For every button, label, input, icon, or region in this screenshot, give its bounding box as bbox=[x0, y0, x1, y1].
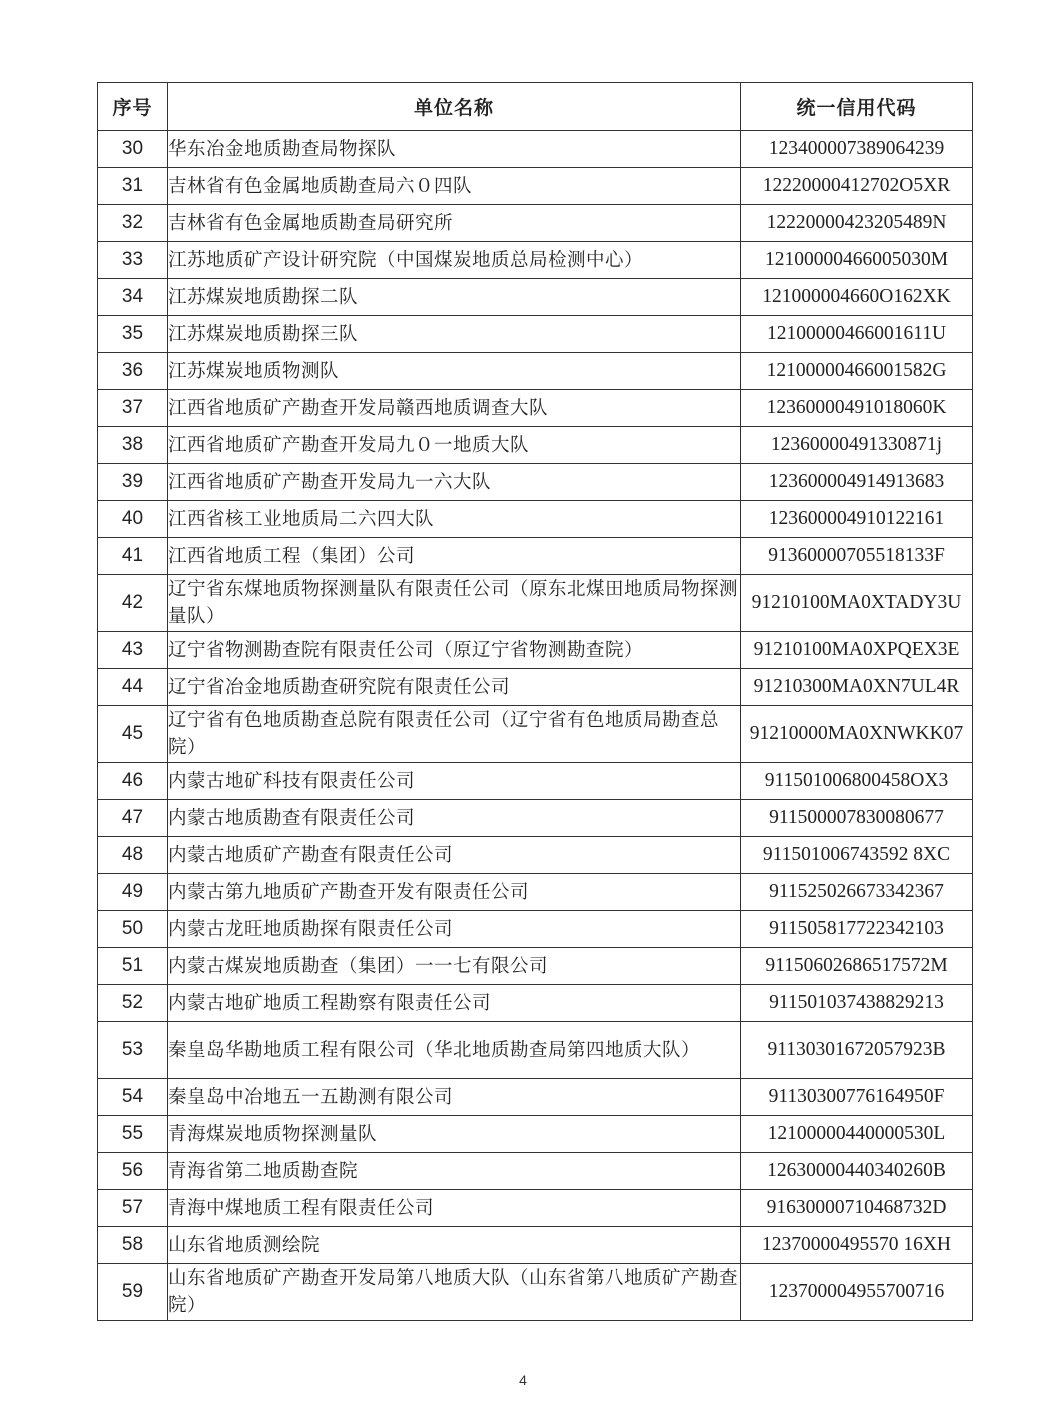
row-serial-number: 50 bbox=[98, 911, 168, 948]
row-serial-number: 31 bbox=[98, 168, 168, 205]
row-unit-name: 青海省第二地质勘查院 bbox=[168, 1153, 741, 1190]
row-serial-number: 56 bbox=[98, 1153, 168, 1190]
row-credit-code: 12100000466005030M bbox=[741, 242, 973, 279]
row-serial-number: 59 bbox=[98, 1264, 168, 1321]
row-credit-code: 911501006800458OX3 bbox=[741, 763, 973, 800]
row-credit-code: 91150602686517572M bbox=[741, 948, 973, 985]
row-serial-number: 53 bbox=[98, 1022, 168, 1079]
row-unit-name: 山东省地质测绘院 bbox=[168, 1227, 741, 1264]
row-unit-name: 内蒙古龙旺地质勘探有限责任公司 bbox=[168, 911, 741, 948]
table-row bbox=[98, 1022, 973, 1079]
table-row bbox=[98, 874, 973, 911]
row-unit-name: 山东省地质矿产勘查开发局第八地质大队（山东省第八地质矿产勘查院） bbox=[168, 1264, 741, 1321]
table-row bbox=[98, 427, 973, 464]
table-row bbox=[98, 390, 973, 427]
row-serial-number: 46 bbox=[98, 763, 168, 800]
row-unit-name: 青海中煤地质工程有限责任公司 bbox=[168, 1190, 741, 1227]
row-credit-code: 911501006743592 8XC bbox=[741, 837, 973, 874]
table-header-row bbox=[98, 83, 973, 131]
table-row bbox=[98, 1079, 973, 1116]
table-row bbox=[98, 1227, 973, 1264]
row-serial-number: 52 bbox=[98, 985, 168, 1022]
table-row bbox=[98, 800, 973, 837]
row-credit-code: 12360000491330871j bbox=[741, 427, 973, 464]
row-credit-code: 91210100MA0XPQEX3E bbox=[741, 632, 973, 669]
row-unit-name: 内蒙古地质勘查有限责任公司 bbox=[168, 800, 741, 837]
row-unit-name: 吉林省有色金属地质勘查局六０四队 bbox=[168, 168, 741, 205]
table-row bbox=[98, 669, 973, 706]
table-row bbox=[98, 837, 973, 874]
row-serial-number: 45 bbox=[98, 706, 168, 763]
row-credit-code: 911525026673342367 bbox=[741, 874, 973, 911]
table-row bbox=[98, 538, 973, 575]
row-unit-name: 辽宁省东煤地质物探测量队有限责任公司（原东北煤田地质局物探测量队） bbox=[168, 575, 741, 632]
row-credit-code: 91210300MA0XN7UL4R bbox=[741, 669, 973, 706]
row-credit-code: 12630000440340260B bbox=[741, 1153, 973, 1190]
row-serial-number: 51 bbox=[98, 948, 168, 985]
row-credit-code: 91210100MA0XTADY3U bbox=[741, 575, 973, 632]
table-row bbox=[98, 353, 973, 390]
row-serial-number: 37 bbox=[98, 390, 168, 427]
row-unit-name: 辽宁省物测勘查院有限责任公司（原辽宁省物测勘查院） bbox=[168, 632, 741, 669]
row-serial-number: 48 bbox=[98, 837, 168, 874]
row-serial-number: 39 bbox=[98, 464, 168, 501]
row-credit-code: 12360000491018060K bbox=[741, 390, 973, 427]
row-serial-number: 44 bbox=[98, 669, 168, 706]
row-credit-code: 12100000466001582G bbox=[741, 353, 973, 390]
table-row bbox=[98, 1264, 973, 1321]
table-row bbox=[98, 1153, 973, 1190]
row-serial-number: 49 bbox=[98, 874, 168, 911]
row-unit-name: 内蒙古地矿科技有限责任公司 bbox=[168, 763, 741, 800]
header-credit-code: 统一信用代码 bbox=[741, 83, 973, 131]
row-unit-name: 江西省地质矿产勘查开发局九０一地质大队 bbox=[168, 427, 741, 464]
row-unit-name: 江西省地质矿产勘查开发局九一六大队 bbox=[168, 464, 741, 501]
row-serial-number: 30 bbox=[98, 131, 168, 168]
table-row bbox=[98, 948, 973, 985]
table-row bbox=[98, 501, 973, 538]
registry-table bbox=[97, 82, 973, 1321]
row-unit-name: 秦皇岛华勘地质工程有限公司（华北地质勘查局第四地质大队） bbox=[168, 1022, 741, 1079]
row-credit-code: 12100000466001611U bbox=[741, 316, 973, 353]
row-unit-name: 江西省地质矿产勘查开发局赣西地质调查大队 bbox=[168, 390, 741, 427]
table-row bbox=[98, 242, 973, 279]
row-unit-name: 江苏地质矿产设计研究院（中国煤炭地质总局检测中心） bbox=[168, 242, 741, 279]
row-credit-code: 911501037438829213 bbox=[741, 985, 973, 1022]
row-credit-code: 12220000412702O5XR bbox=[741, 168, 973, 205]
table-row bbox=[98, 279, 973, 316]
row-credit-code: 91630000710468732D bbox=[741, 1190, 973, 1227]
row-unit-name: 江苏煤炭地质勘探三队 bbox=[168, 316, 741, 353]
row-credit-code: 123600004910122161 bbox=[741, 501, 973, 538]
row-unit-name: 内蒙古地矿地质工程勘察有限责任公司 bbox=[168, 985, 741, 1022]
table-row bbox=[98, 632, 973, 669]
row-unit-name: 江苏煤炭地质勘探二队 bbox=[168, 279, 741, 316]
row-serial-number: 40 bbox=[98, 501, 168, 538]
page-number: 4 bbox=[519, 1372, 527, 1388]
row-credit-code: 911500007830080677 bbox=[741, 800, 973, 837]
table-body bbox=[98, 131, 973, 1321]
row-unit-name: 内蒙古第九地质矿产勘查开发有限责任公司 bbox=[168, 874, 741, 911]
row-credit-code: 12100000440000530L bbox=[741, 1116, 973, 1153]
table-row bbox=[98, 985, 973, 1022]
row-credit-code: 91360000705518133F bbox=[741, 538, 973, 575]
row-unit-name: 秦皇岛中冶地五一五勘测有限公司 bbox=[168, 1079, 741, 1116]
table-row bbox=[98, 205, 973, 242]
table-row bbox=[98, 763, 973, 800]
row-unit-name: 辽宁省有色地质勘查总院有限责任公司（辽宁省有色地质局勘查总院） bbox=[168, 706, 741, 763]
row-serial-number: 41 bbox=[98, 538, 168, 575]
row-unit-name: 吉林省有色金属地质勘查局研究所 bbox=[168, 205, 741, 242]
row-serial-number: 47 bbox=[98, 800, 168, 837]
row-serial-number: 54 bbox=[98, 1079, 168, 1116]
table-row bbox=[98, 706, 973, 763]
row-unit-name: 辽宁省冶金地质勘查研究院有限责任公司 bbox=[168, 669, 741, 706]
row-credit-code: 12220000423205489N bbox=[741, 205, 973, 242]
row-credit-code: 123400007389064239 bbox=[741, 131, 973, 168]
row-serial-number: 36 bbox=[98, 353, 168, 390]
header-unit-name: 单位名称 bbox=[168, 83, 741, 131]
row-serial-number: 32 bbox=[98, 205, 168, 242]
header-serial-number: 序号 bbox=[98, 83, 168, 131]
row-unit-name: 内蒙古煤炭地质勘查（集团）一一七有限公司 bbox=[168, 948, 741, 985]
row-unit-name: 青海煤炭地质物探测量队 bbox=[168, 1116, 741, 1153]
row-credit-code: 12370000495570 16XH bbox=[741, 1227, 973, 1264]
table-row bbox=[98, 911, 973, 948]
row-credit-code: 911505817722342103 bbox=[741, 911, 973, 948]
row-unit-name: 华东冶金地质勘查局物探队 bbox=[168, 131, 741, 168]
row-credit-code: 123600004914913683 bbox=[741, 464, 973, 501]
table-row bbox=[98, 131, 973, 168]
row-serial-number: 43 bbox=[98, 632, 168, 669]
row-serial-number: 58 bbox=[98, 1227, 168, 1264]
table-row bbox=[98, 168, 973, 205]
row-unit-name: 江西省核工业地质局二六四大队 bbox=[168, 501, 741, 538]
row-credit-code: 91130301672057923B bbox=[741, 1022, 973, 1079]
table-row bbox=[98, 575, 973, 632]
table-row bbox=[98, 1116, 973, 1153]
row-unit-name: 江苏煤炭地质物测队 bbox=[168, 353, 741, 390]
row-serial-number: 38 bbox=[98, 427, 168, 464]
row-serial-number: 33 bbox=[98, 242, 168, 279]
row-credit-code: 121000004660O162XK bbox=[741, 279, 973, 316]
row-unit-name: 内蒙古地质矿产勘查有限责任公司 bbox=[168, 837, 741, 874]
row-unit-name: 江西省地质工程（集团）公司 bbox=[168, 538, 741, 575]
row-credit-code: 91210000MA0XNWKK07 bbox=[741, 706, 973, 763]
row-serial-number: 57 bbox=[98, 1190, 168, 1227]
row-serial-number: 35 bbox=[98, 316, 168, 353]
table-row bbox=[98, 464, 973, 501]
table-row bbox=[98, 316, 973, 353]
table-row bbox=[98, 1190, 973, 1227]
row-credit-code: 91130300776164950F bbox=[741, 1079, 973, 1116]
row-serial-number: 55 bbox=[98, 1116, 168, 1153]
row-serial-number: 34 bbox=[98, 279, 168, 316]
row-serial-number: 42 bbox=[98, 575, 168, 632]
row-credit-code: 123700004955700716 bbox=[741, 1264, 973, 1321]
